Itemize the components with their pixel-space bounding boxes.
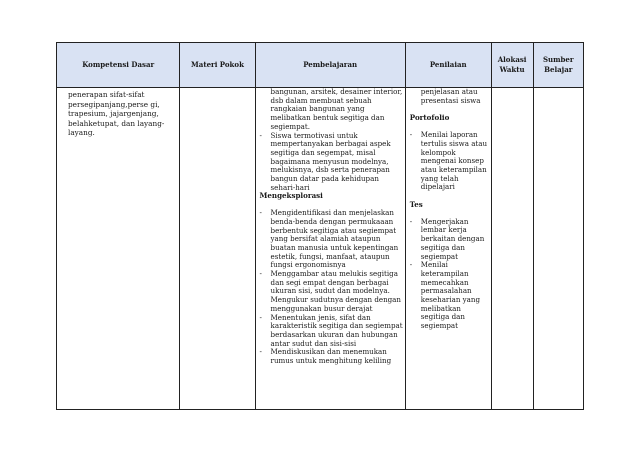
header-pembelajaran: Pembelajaran [255,43,405,88]
portofolio-heading: Portofolio [409,113,450,123]
tes-heading: Tes [409,200,423,210]
header-materi-pokok: Materi Pokok [180,43,255,88]
mengeksplorasi-heading: Mengeksplorasi [259,191,323,201]
list-item: - Menentukan jenis, sifat dan karakteristik segitiga dan segiempat berdasarkan ukuran dan hubungan antar sudut dan sisi-sisi [260,314,403,349]
portofolio-list [410,131,489,192]
list-item: - Mengidentifikasi dan menjelaskan benda-benda dengan permukaaan berbentuk segitiga atau segiempat yang bersifat alamiah ataupun buatan manusia untuk kepentingan estetik, fungsi, manfaat, ataupun fungsi ergonomisnya [260,209,403,270]
alokasi-waktu-cell [491,88,533,410]
mengeksplorasi-list [260,209,403,366]
pembelajaran-list [260,88,403,192]
header-penilaian: Penilaian [405,43,491,88]
list-item: - Menggambar atau melukis segitiga dan segi empat dengan berbagai ukuran sisi, sudut dan modelnya. Mengukur sudutnya dengan dengan menggunakan busur derajat [260,270,403,314]
list-item: - Mengerjakan lembar kerja berkaitan dengan segitiga dan segiempat [410,218,489,262]
pembelajaran-cell [255,88,405,410]
sumber-belajar-cell [533,88,583,410]
header-sumber-belajar: Sumber Belajar [533,43,583,88]
penilaian-continued-text: penjelasan atau presentasi siswa [420,87,481,105]
kompetensi-dasar-cell: penerapan sifat-sifat persegipanjang,perse gi, trapesium, jajargenjang, belahketupat, dan layang-layang. [57,88,180,410]
penilaian-cell [405,88,491,410]
list-item: - Menilai laporan tertulis siswa atau kelompok mengenai konsep atau keterampilan yang telah dipelajari [410,131,489,192]
table-row [57,88,584,410]
list-item: - Siswa termotivasi untuk mempertanyakan berbagai aspek segitiga dan segempat, misal bagaimana menyusun modelnya, melukisnya, dsb serta penerapan bangun datar pada kehidupan sehari-hari [260,132,403,193]
table-header-row [57,43,584,88]
list-item: - Menilai keterampilan memecahkan permasalahan keseharian yang melibatkan segitiga dan segiempat [410,261,489,331]
list-item: bangunan, arsitek, desainer interior, dsb dalam membuat sebuah rangkaian bangunan yang melibatkan bentuk segitiga dan segiempat. [270,87,403,131]
header-kompetensi-dasar: Kompetensi Dasar [57,43,180,88]
list-item: - Mendiskusikan dan menemukan rumus untuk menghitung keliling [260,348,403,365]
lesson-plan-table [56,42,584,410]
materi-pokok-cell [180,88,255,410]
header-alokasi-waktu: Alokasi Waktu [491,43,533,88]
tes-list [410,218,489,331]
